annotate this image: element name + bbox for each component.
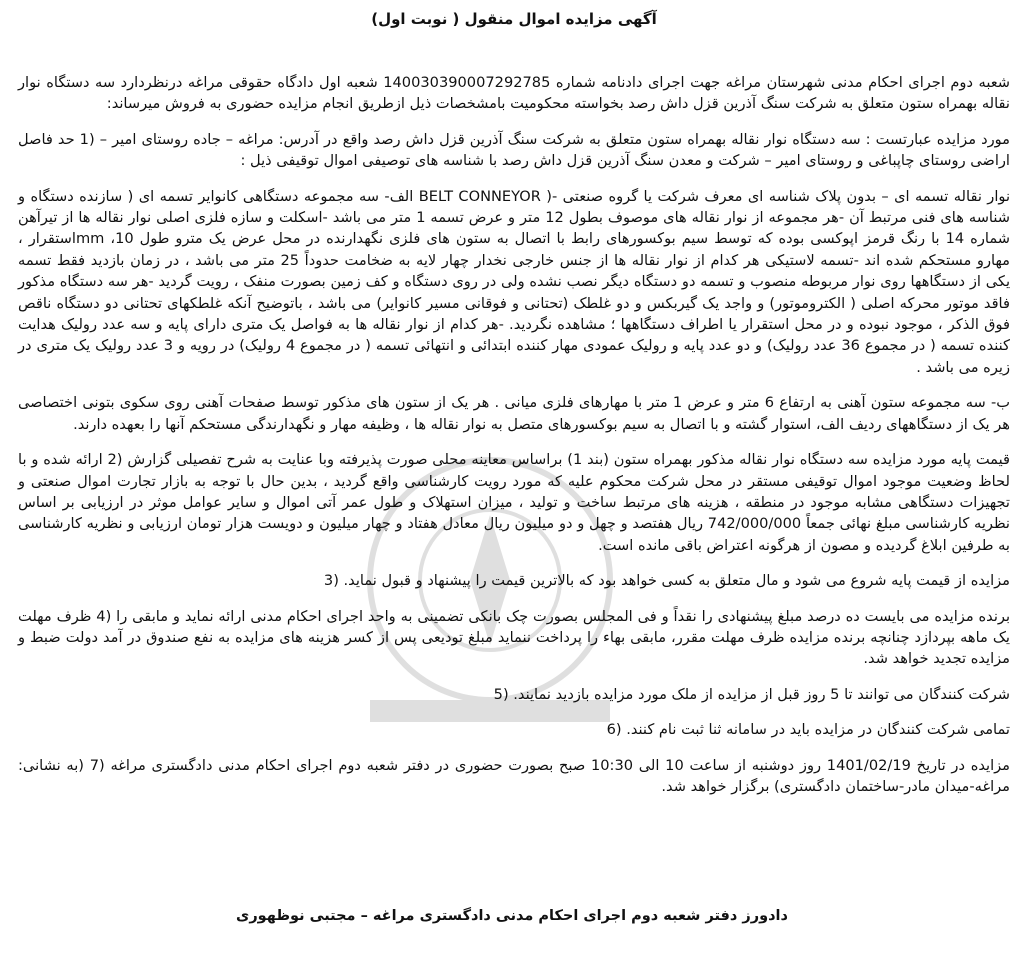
item-7-paragraph: مزایده در تاریخ 1401/02/19 روز دوشنبه از ساعت 10 الی 10:30 صبح بصورت حضوری در دفتر شعبه دوم اجرای احکام مدنی دادگستری مراغه (7 (به نشانی: مراغه-میدان مادر-ساختمان دادگستری) برگزار خواهد شد. — [18, 756, 1011, 795]
item-be-paragraph: ب- سه مجموعه ستون آهنی به ارتفاع 6 متر و عرض 1 متر با مهارهای فلزی میانی . هر یک از ستون های مذکور توسط صفحات آهنی روی سکوی بتونی اختصاصی هر یک از دستگاههای ردیف الف، استوار گشته و با اتصال به سیم بوکسورهای متصل به نوار نقاله ها ، وظیفه مهار و نگهدارندگی مستحکم آنها را بعهده دارند. — [18, 394, 1010, 433]
signature-footer: دادورز دفتر شعبه دوم اجرای احکام مدنی دادگستری مراغه – مجتبی نوظهوری — [236, 908, 788, 924]
item-2-paragraph: قیمت پایه مورد مزایده سه دستگاه نوار نقاله مذکور بهمراه ستون (بند 1) براساس معاینه محلی صورت پذیرفته وبا عنایت به شرح تفصیلی گزارش (2 ارائه شده و با لحاظ وضعیت موجود اموال توقیفی مستقر در محل شرکت محکوم علیه که مورد رویت کارشناسی واقع گردید ، بدین حال با توجه به بازار تجارت اموال صنعتی و تجهیزات دستگاهی مشابه موجود در منطقه ، هزینه های مرتبط ساخت و تولید ، میزان استهلاک و طول عمر آتی اموال و سایر عوامل موثر در ارزیابی بر اساس نظریه کارشناسی مبلغ نهائی جمعاً 742/000/000 ریال هفتصد و چهل و دو میلیون ریال معادل هفتاد و چهار میلیون و دویست هزار تومان ارزیابی و نظریه کارشناسی به طرفین ابلاغ گردیده و مصون از هرگونه اعتراض باقی مانده است. — [18, 451, 1010, 554]
item-5-paragraph: شرکت کنندگان می توانند تا 5 روز قبل از مزایده از ملک مورد مزایده بازدید نمایند. (5 — [493, 685, 1010, 703]
item-6-paragraph: تمامی شرکت کنندگان در مزایده باید در سامانه ثنا ثبت نام کنند. (6 — [606, 721, 1010, 739]
item-alef-paragraph: نوار نقاله تسمه ای – بدون پلاک شناسه ای معرف شرکت یا گروه صنعتی -( BELT CONNEYOR الف- سه مجموعه دستگاهی کانوایر تسمه ای ( سازنده دستگاه و شناسه های فنی مرتبط آن -هر مجموعه از نوار نقاله های موصوف بطول 12 متر و عرض تسمه 1 متر می باشد -اسکلت و سازه فلزی اصلی نوار نقاله ها از تیرآهن شماره 14 با رنگ قرمز اپوکسی بوده که توسط سیم بوکسورهای رابط با اتصال به ستون های فلزی نگهدارنده در محل عرض یک مترو طول 10، mmاستقرار ، مهارو مستحکم شده اند -تسمه لاستیکی هر کدام از نوار نقاله ها از جنس خارجی نخدار چهار لایه به ضخامت حدوداً 25 متر می باشد ، در زمان بازدید فقط تسمه یکی از دستگاهها روی نوار مربوطه منصوب و تسمه دو دستگاه دیگر نصب نشده ولی در روی دستگاه و کف زمین بصورت منفک ، رویت گردید -هر سه دستگاه مذکور فاقد موتور محرکه اصلی ( الکتروموتور) و واجد یک گیربکس و دو غلطک (تحتانی و فوقانی مسیر کانوایر) می باشد ، باتوضیح آنکه غلطکهای تحتانی دو دستگاه ناقص فوق الذکر ، موجود نبوده و در محل استقرار یا اطراف دستگاهها ؛ مشاهده نگردید. -هر کدام از نوار نقاله ها به فواصل یک متری دارای پایه و سه عدد رولیک هدایت کننده تسمه ( در مجموع 36 عدد رولیک) و دو عدد پایه و رولیک عمودی مهار کننده ابتدائی و انتهائی تسمه ( در مجموع 4 رولیک) در رویه و 3 عدد رولیک یک متری در زیره می باشد . — [18, 187, 1011, 376]
item-1-paragraph: مورد مزایده عبارتست : سه دستگاه نوار نقاله بهمراه ستون متعلق به شرکت سنگ آذرین قزل داش رصد واقع در آدرس: مراغه – جاده روستای امیر – (1 حد فاصل اراضی روستای چاپباغی و روستای امیر – شرکت و معدن سنگ آذرین قزل داش رصد با شناسه های توصیفی اموال توقیفی ذیل : — [18, 130, 1010, 170]
intro-paragraph: شعبه دوم اجرای احکام مدنی شهرستان مراغه جهت اجرای دادنامه شماره 140030390007292785 شعبه اول دادگاه حقوقی مراغه درنظردارد سه دستگاه نوار نقاله بهمراه ستون متعلق به شرکت سنگ آذرین قزل داش رصد بخواسته محکومیت بامشخصات ذیل ازطریق انجام مزایده حضوری به فروش میرساند: — [18, 74, 1010, 113]
document-title: آگهی مزایده اموال منقول ( نوبت اول) — [371, 10, 657, 28]
item-4-paragraph: برنده مزایده می بایست ده درصد مبلغ پیشنهادی را نقداً و فی المجلس بصورت چک بانکی تضمینی به واحد اجرای احکام مدنی ارائه نماید و مابقی را (4 ظرف مهلت یک ماهه بپردازد چنانچه برنده مزایده ظرف مهلت مقرر، مابقی بهاء را پرداخت ننماید مبلغ تودیعی پس از کسر هزینه های مزایده به نفع صندوق در آمد دولت ضبط و مزایده تجدید خواهد شد. — [18, 607, 1011, 668]
item-3-paragraph: مزایده از قیمت پایه شروع می شود و مال متعلق به کسی خواهد بود که بالاترین قیمت را پیشنهاد و قبول نماید. (3 — [323, 572, 1010, 590]
